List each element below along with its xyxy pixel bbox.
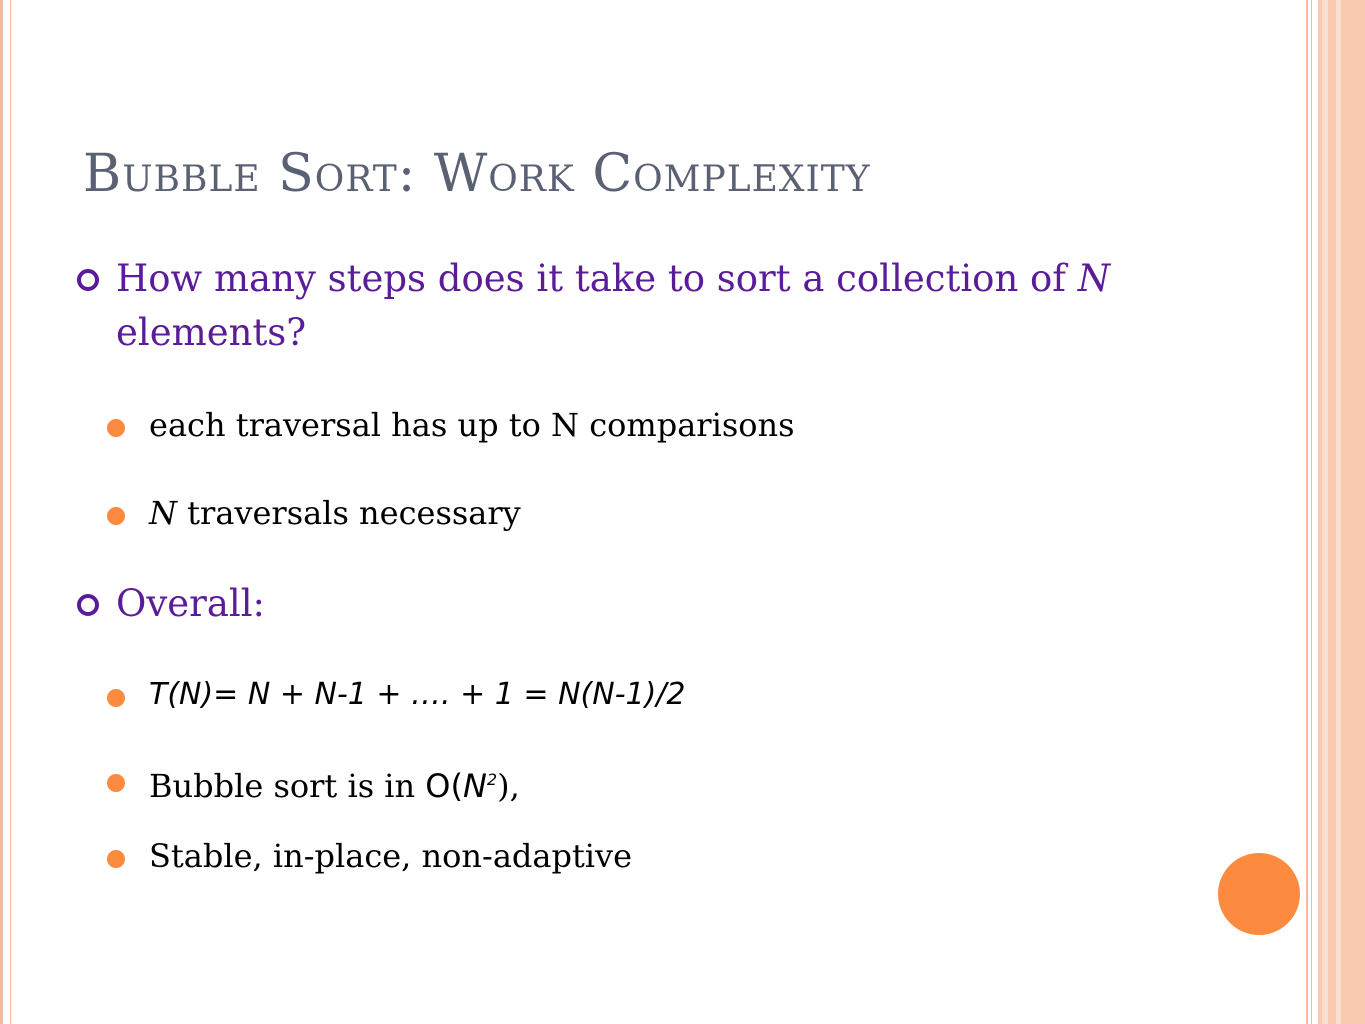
dot-bullet-icon xyxy=(107,689,125,707)
ring-bullet-icon xyxy=(77,269,99,291)
orange-circle-decoration xyxy=(1218,853,1300,935)
right-border-band xyxy=(1318,0,1365,1024)
bullet-question-text: How many steps does it take to sort a collection of N elements? xyxy=(116,257,1111,354)
right-border-line xyxy=(1306,0,1312,1024)
bullet-question xyxy=(77,252,1227,362)
ring-bullet-icon xyxy=(77,594,99,616)
dot-bullet-icon xyxy=(107,419,125,437)
bullet-overall: Overall: xyxy=(77,577,1227,633)
left-border-decoration xyxy=(0,0,11,1024)
slide-title: Bubble Sort: Work Complexity xyxy=(83,144,871,204)
dot-bullet-icon xyxy=(107,850,125,868)
dot-bullet-icon xyxy=(107,507,125,525)
dot-bullet-icon xyxy=(107,774,125,792)
